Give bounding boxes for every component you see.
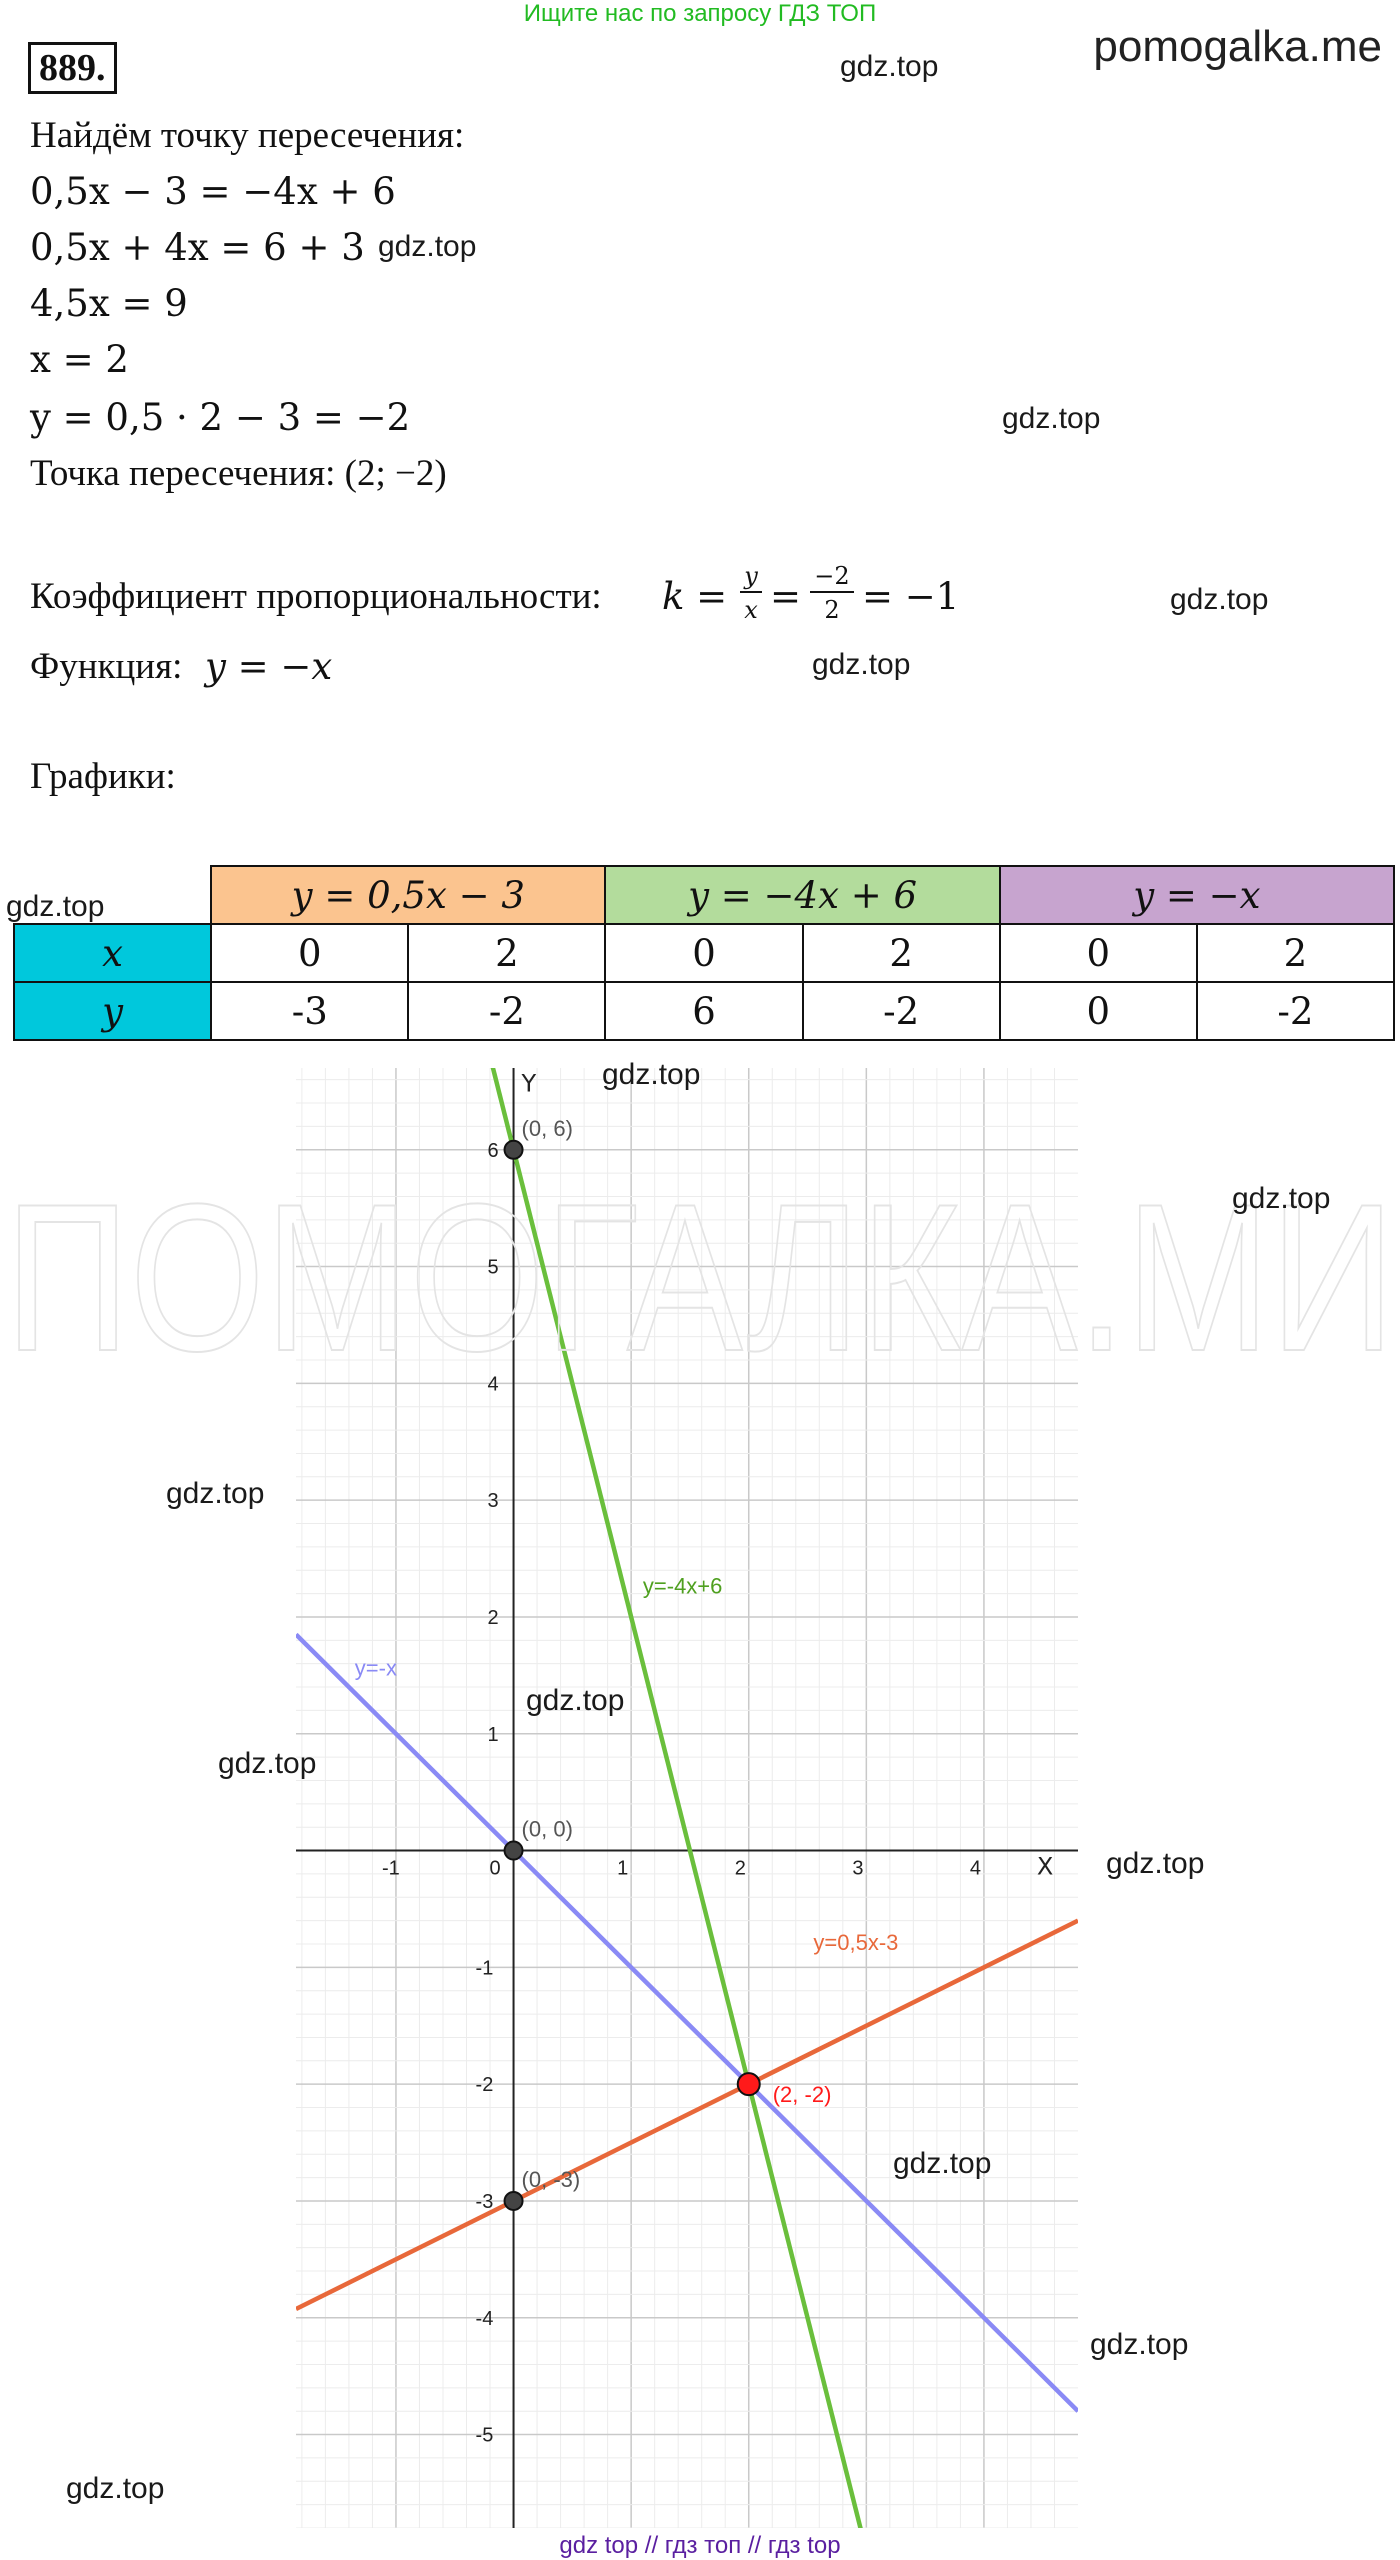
point-label: (0, 6) [521,1115,573,1141]
table-cell: -2 [408,982,605,1040]
data-point [505,1141,523,1159]
y-tick-label: -5 [475,2424,494,2447]
fraction2-denominator: 2 [824,596,840,624]
watermark: gdz.top [1106,1847,1205,1880]
y-tick-label: -3 [475,2190,494,2213]
graphs-title: Графики: [30,756,176,797]
x-tick-label: 3 [852,1857,864,1880]
y-tick-label: -2 [475,2074,494,2097]
x-axis-label: X [1036,1852,1054,1881]
equation-line-1: 0,5x − 3 = −4x + 6 [30,170,396,213]
equation-line-3: 4,5x = 9 [30,282,188,325]
watermark: gdz.top [378,230,477,263]
x-tick-label: -1 [381,1857,400,1880]
y-tick-label: 5 [487,1256,499,1279]
watermark: gdz.top [6,890,105,923]
y-tick-label: 2 [487,1606,499,1629]
y-tick-label: -4 [475,2307,494,2330]
values-table [13,865,1395,1041]
ghost-watermark-text: ПОМОГАЛКА.МИ [5,1195,1395,1375]
header-line2: y = −4x + 6 [605,866,999,924]
data-point [505,1842,523,1860]
watermark: gdz.top [1232,1182,1331,1215]
table-row-x [14,924,1394,982]
table-cell: 2 [1197,924,1394,982]
point-label: (0, 0) [521,1816,573,1842]
table-cell: -2 [803,982,1000,1040]
data-point [505,2192,523,2210]
table-cell: -3 [211,982,408,1040]
watermark: gdz.top [526,1684,625,1717]
equation-line-5: y = 0,5 · 2 − 3 = −2 [30,396,411,439]
table-cell: 0 [211,924,408,982]
equation-line-2: 0,5x + 4x = 6 + 3 [30,226,365,269]
coefficient-label: Коэффициент пропорциональности: [30,576,602,617]
watermark: gdz.top [1002,402,1101,435]
coefficient-result: = −1 [862,575,960,618]
table-row-y [14,982,1394,1040]
watermark: gdz.top [1170,583,1269,616]
table-cell: 0 [1000,982,1197,1040]
y-tick-label: -1 [475,1957,494,1980]
x-tick-label: 1 [617,1857,629,1880]
series-label: y=-4x+6 [642,1573,723,1599]
series-label: y=0,5x-3 [813,1929,899,1955]
watermark: gdz.top [218,1747,317,1780]
row-label-x: x [14,924,211,982]
table-header-row [14,866,1394,924]
watermark: gdz.top [840,50,939,83]
table-cell: 0 [605,924,802,982]
top-banner: Ищите нас по запросу ГДЗ ТОП [523,0,877,27]
fraction1-numerator: y [744,562,758,590]
point-label: (2, -2) [772,2082,832,2108]
data-point [738,2073,760,2095]
footer-links[interactable]: gdz top // гдз топ // гдз top [559,2532,841,2559]
watermark: gdz.top [166,1477,265,1510]
find-point-title: Найдём точку пересечения: [30,115,465,156]
x-tick-label: 4 [969,1857,982,1880]
table-cell: 2 [408,924,605,982]
watermark: gdz.top [602,1058,701,1091]
watermark: gdz.top [1090,2328,1189,2361]
watermark: gdz.top [812,648,911,681]
table-cell: 6 [605,982,802,1040]
fraction1-bar [740,591,762,593]
y-axis-label: Y [521,1069,537,1098]
y-tick-label: 3 [487,1490,499,1513]
brand-logo[interactable]: pomogalka.me [1093,22,1382,71]
watermark: gdz.top [893,2147,992,2180]
fraction2-numerator: −2 [814,562,850,590]
table-cell: 0 [1000,924,1197,982]
function-label: Функция: [30,646,183,687]
row-label-y: y [14,982,211,1040]
ghost-watermark [0,1195,1400,1375]
x-tick-label: 2 [734,1857,746,1880]
coefficient-k: k = [662,575,728,618]
function-expression: y = −x [205,645,333,688]
problem-number: 889. [28,42,117,94]
coefficient-equals: = [770,575,802,618]
fraction2-bar [810,591,854,593]
fraction1-denominator: x [744,596,758,624]
watermark: gdz.top [66,2472,165,2505]
header-line1: y = 0,5x − 3 [211,866,605,924]
equation-line-4: x = 2 [30,338,129,381]
y-tick-label: 1 [487,1723,499,1746]
header-line3: y = −x [1000,866,1394,924]
y-tick-label: 4 [487,1373,499,1396]
series-label: y=-x [354,1655,397,1681]
x-tick-label: 0 [489,1857,501,1880]
y-tick-label: 6 [487,1139,499,1162]
table-cell: 2 [803,924,1000,982]
intersection-point-text: Точка пересечения: (2; −2) [30,453,447,494]
table-cell: -2 [1197,982,1394,1040]
point-label: (0, -3) [521,2166,581,2192]
